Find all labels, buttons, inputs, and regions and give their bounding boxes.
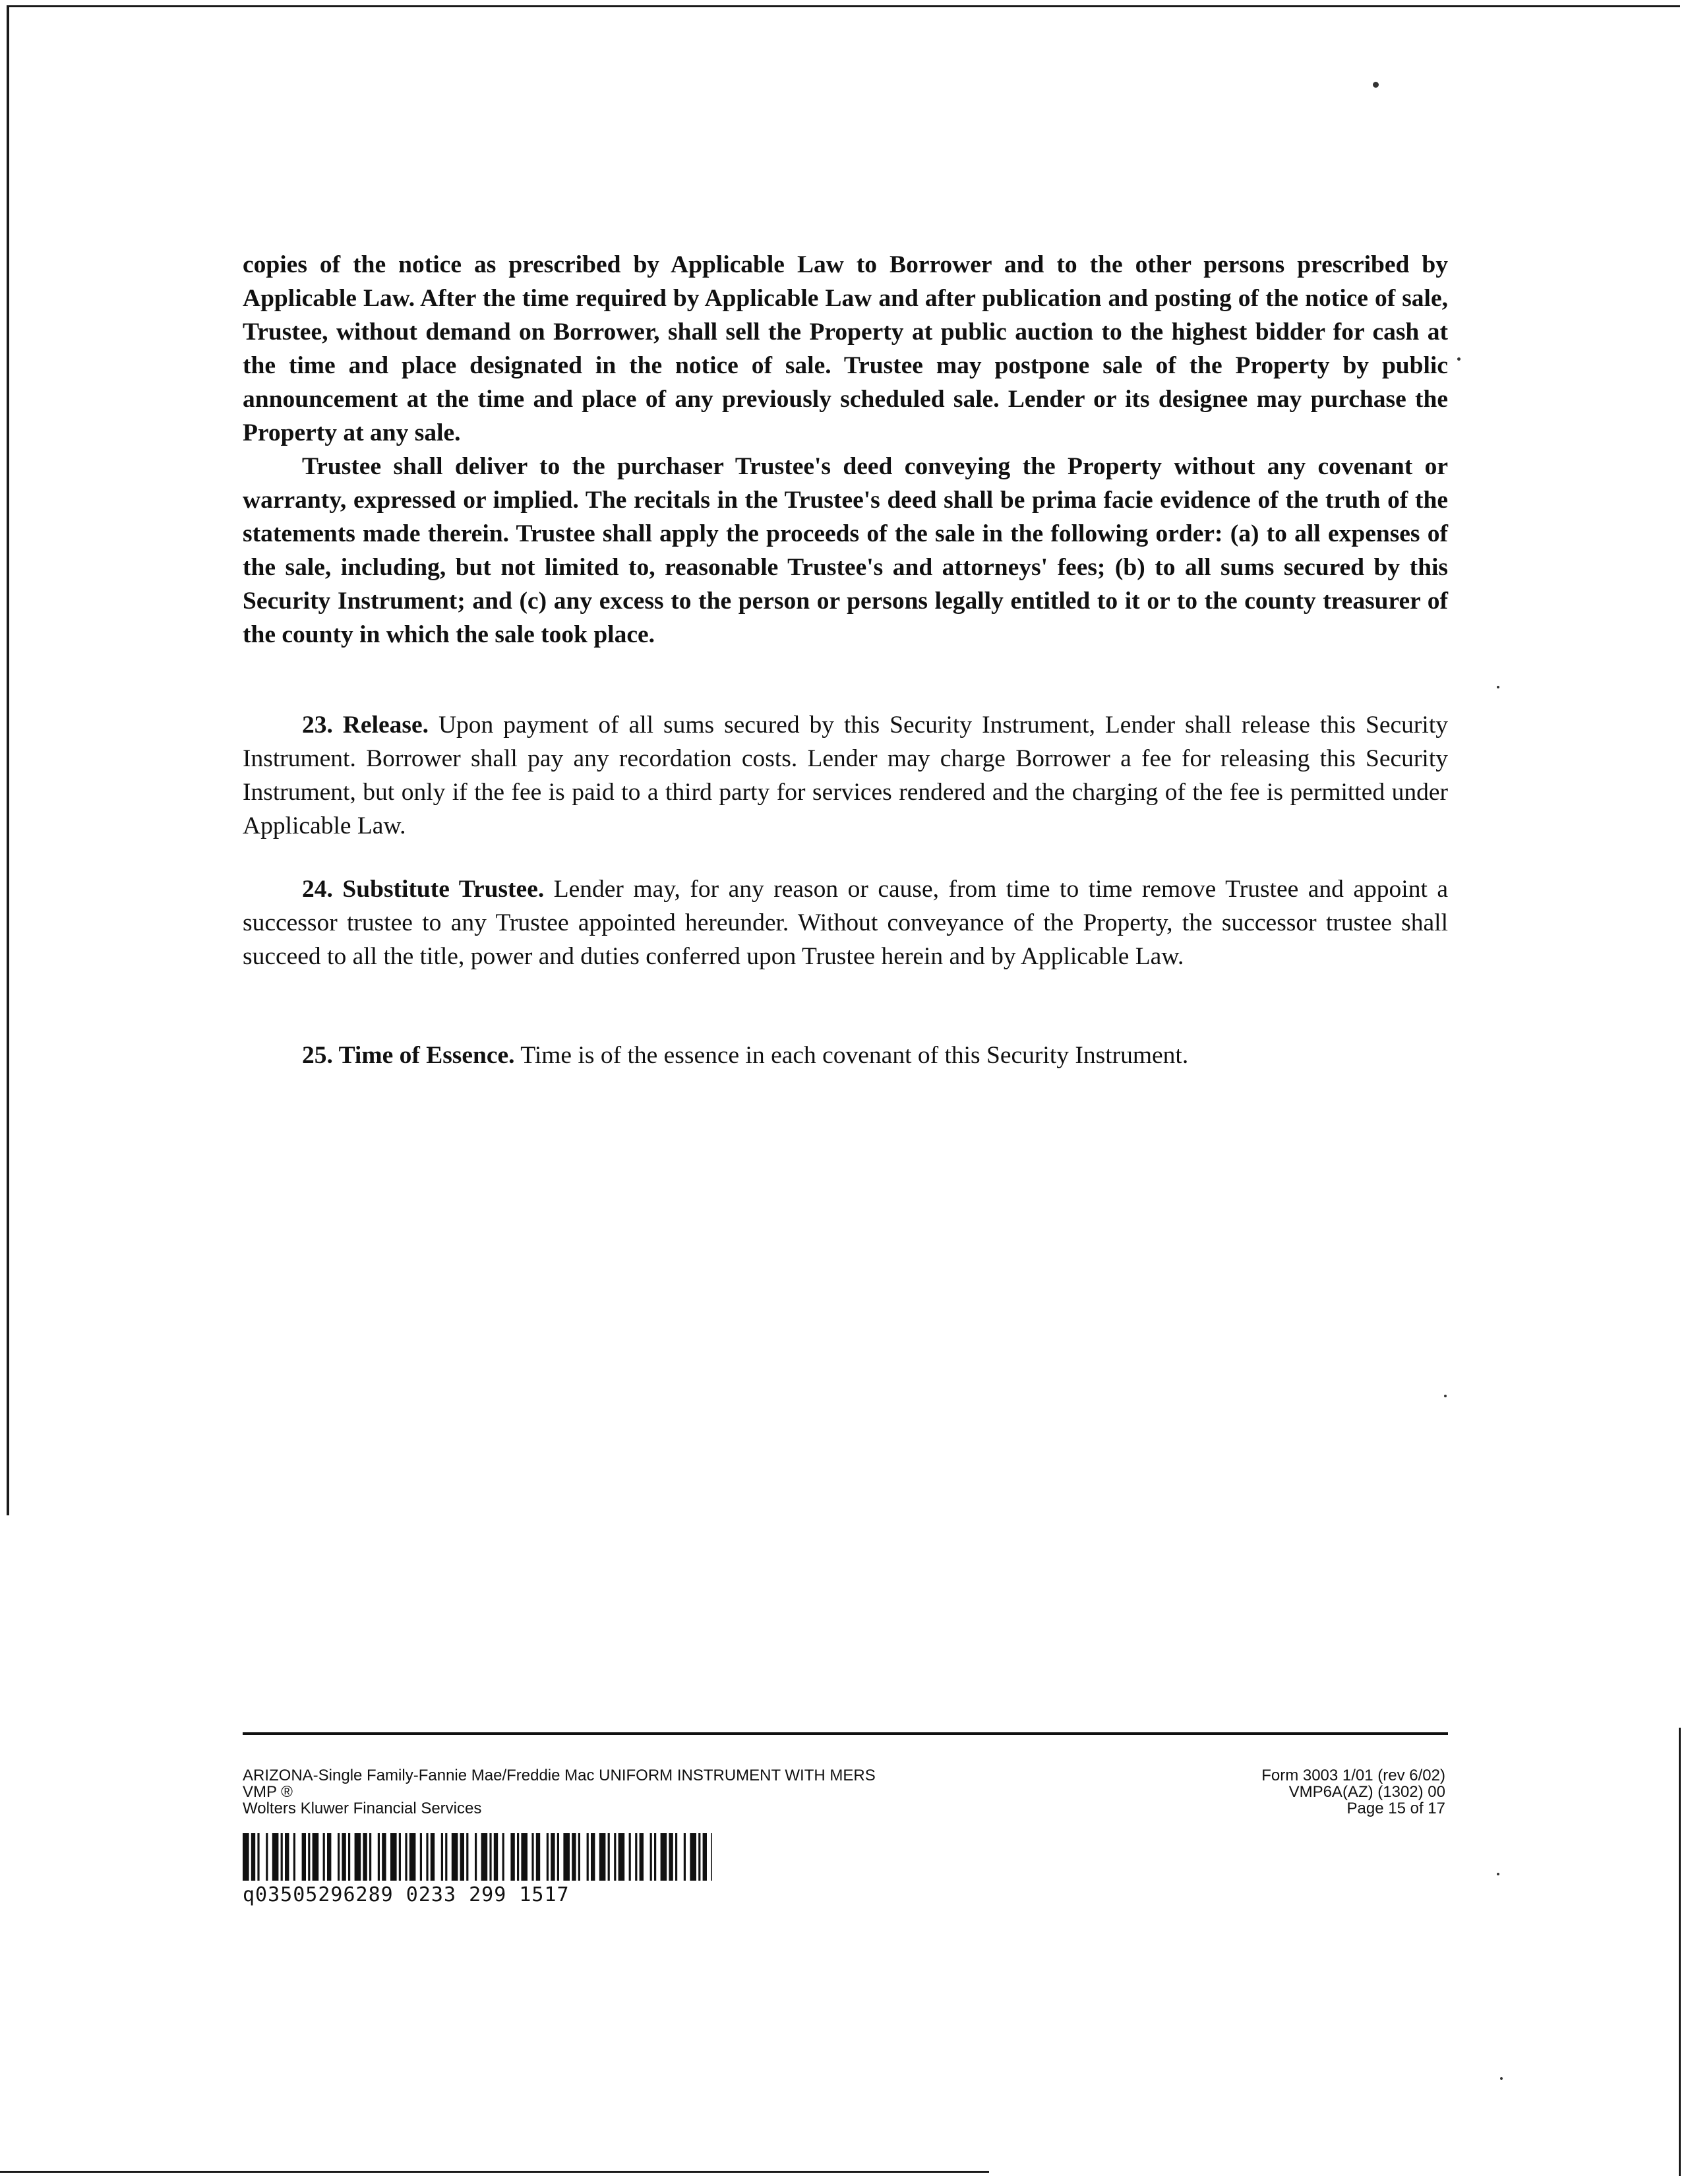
barcode-bar bbox=[587, 1833, 589, 1881]
section-24-substitute-trustee bbox=[243, 872, 1448, 973]
barcode-bar bbox=[494, 1833, 498, 1881]
vmp-mark: VMP ® bbox=[243, 1783, 293, 1801]
barcode-bar bbox=[378, 1833, 380, 1881]
barcode-bar bbox=[257, 1833, 259, 1881]
form-number: Form 3003 1/01 (rev 6/02) bbox=[1261, 1767, 1445, 1784]
section-heading: 23. Release. bbox=[302, 712, 429, 739]
barcode-bar bbox=[618, 1833, 625, 1881]
barcode-bar bbox=[640, 1833, 644, 1881]
barcode-bar bbox=[591, 1833, 595, 1881]
section-text: Time is of the essence in each covenant of this Security Instrument. bbox=[514, 1042, 1189, 1069]
barcode-bar bbox=[452, 1833, 458, 1881]
barcode-bar bbox=[405, 1833, 407, 1881]
barcode-bar bbox=[308, 1833, 310, 1881]
barcode-bar bbox=[536, 1833, 540, 1881]
barcode-bar bbox=[635, 1833, 637, 1881]
barcode-bar bbox=[669, 1833, 673, 1881]
section-25-time-of-essence bbox=[243, 1039, 1448, 1072]
footer-right bbox=[1050, 1767, 1445, 1817]
barcode-bar bbox=[578, 1833, 580, 1881]
barcode-bar bbox=[711, 1833, 712, 1881]
scan-speck bbox=[1444, 1395, 1447, 1397]
section-text: Lender may, for any reason or cause, from time to time remove Trustee and appoint a successor trustee to any Trustee appointed hereunder. Without conveyance of the Property, the successor trustee shall succeed to all the title, power and duties conferred upon Trustee herein and by Applicable Law. bbox=[243, 876, 1449, 970]
barcode-bar bbox=[369, 1833, 371, 1881]
barcode-bar bbox=[445, 1833, 447, 1881]
form-title: ARIZONA-Single Family-Fannie Mae/Freddie Mac UNIFORM INSTRUMENT WITH MERS bbox=[243, 1767, 876, 1784]
barcode-bar bbox=[460, 1833, 464, 1881]
scan-speck bbox=[1497, 1873, 1499, 1875]
barcode bbox=[243, 1833, 712, 1881]
barcode-bar bbox=[409, 1833, 416, 1881]
barcode-bar bbox=[531, 1833, 533, 1881]
barcode-bar bbox=[684, 1833, 686, 1881]
trustee-deed-paragraph: Trustee shall deliver to the purchaser Trustee's deed conveying the Property without any covenant or warranty, expressed or implied. The recitals in the Trustee's deed shall be prima facie evidence of the truth of the statements made therein. Trustee shall apply the proceeds of the sale in the following order: (a) to all expenses of the sale, including, but not limited to, reasonable Trustee's and attorneys' fees; (b) to all sums secured by this Security Instrument; and (c) any excess to the person or persons legally entitled to it or to the county treasurer of the county in which the sale took place. bbox=[243, 453, 1448, 648]
scan-edge-top bbox=[7, 5, 1680, 7]
scan-edge-left bbox=[7, 5, 9, 1515]
barcode-bar bbox=[302, 1833, 306, 1881]
publisher: Wolters Kluwer Financial Services bbox=[243, 1800, 482, 1817]
barcode-bar bbox=[382, 1833, 386, 1881]
form-code: VMP6A(AZ) (1302) 00 bbox=[1288, 1783, 1445, 1801]
barcode-bar bbox=[363, 1833, 367, 1881]
barcode-bar bbox=[431, 1833, 435, 1881]
barcode-bar bbox=[572, 1833, 576, 1881]
section-text: Upon payment of all sums secured by this Security Instrument, Lender shall release this Security Instrument. Borrower shall pay any recordation costs. Lender may charge Borrower a fee for releasing this Security Instrument, but only if the fee is paid to a third party for services rendered and the charging of the fee is permitted under Applicable Law. bbox=[243, 712, 1448, 839]
barcode-bar bbox=[475, 1833, 477, 1881]
scan-edge-bottom bbox=[0, 2171, 989, 2173]
scan-speck bbox=[1497, 686, 1499, 688]
scan-speck bbox=[1500, 2077, 1503, 2080]
scan-speck bbox=[1373, 82, 1379, 88]
barcode-bar bbox=[272, 1833, 279, 1881]
barcode-bar bbox=[266, 1833, 268, 1881]
barcode-bar bbox=[599, 1833, 606, 1881]
barcode-bar bbox=[563, 1833, 570, 1881]
barcode-bar bbox=[654, 1833, 656, 1881]
barcode-bar bbox=[285, 1833, 289, 1881]
barcode-bar bbox=[281, 1833, 283, 1881]
barcode-bar bbox=[243, 1833, 249, 1881]
barcode-bar bbox=[420, 1833, 422, 1881]
barcode-bar bbox=[399, 1833, 401, 1881]
barcode-bar bbox=[661, 1833, 667, 1881]
barcode-bar bbox=[426, 1833, 428, 1881]
barcode-bar bbox=[313, 1833, 319, 1881]
section-23-release bbox=[243, 708, 1448, 843]
barcode-bar bbox=[650, 1833, 652, 1881]
scan-speck bbox=[1457, 357, 1461, 361]
barcode-bar bbox=[251, 1833, 255, 1881]
barcode-bar bbox=[629, 1833, 631, 1881]
page-number: Page 15 of 17 bbox=[1346, 1800, 1445, 1817]
barcode-bar bbox=[481, 1833, 488, 1881]
barcode-bar bbox=[390, 1833, 397, 1881]
barcode-bar bbox=[521, 1833, 528, 1881]
barcode-bar bbox=[608, 1833, 610, 1881]
scan-edge-right bbox=[1679, 1728, 1681, 2176]
barcode-bar bbox=[489, 1833, 491, 1881]
barcode-bar bbox=[551, 1833, 555, 1881]
section-heading: 25. Time of Essence. bbox=[302, 1042, 515, 1069]
barcode-bar bbox=[557, 1833, 559, 1881]
barcode-number: q03505296289 0233 299 1517 bbox=[243, 1883, 570, 1906]
barcode-bar bbox=[698, 1833, 700, 1881]
barcode-bar bbox=[338, 1833, 340, 1881]
footer-rule bbox=[243, 1732, 1448, 1735]
section-heading: 24. Substitute Trustee. bbox=[302, 876, 545, 903]
footer-left bbox=[243, 1767, 1034, 1817]
barcode-bar bbox=[547, 1833, 549, 1881]
barcode-bar bbox=[327, 1833, 331, 1881]
notice-of-sale-paragraph: copies of the notice as prescribed by Applicable Law to Borrower and to the other persons prescribed by Applicable Law. After the time required by Applicable Law and after publication and posting of the notice of sale, Trustee, without demand on Borrower, shall sell the Property at public auction to the highest bidder for cash at the time and place designated in the notice of sale. Trustee may postpone sale of the Property by public announcement at the time and place of any previously scheduled sale. Lender or its designee may purchase the Property at any sale. bbox=[243, 251, 1448, 446]
body-section-22-continuation bbox=[243, 248, 1448, 652]
barcode-bar bbox=[510, 1833, 514, 1881]
barcode-bar bbox=[614, 1833, 616, 1881]
barcode-bar bbox=[342, 1833, 346, 1881]
barcode-bar bbox=[441, 1833, 443, 1881]
barcode-bar bbox=[466, 1833, 468, 1881]
barcode-bar bbox=[348, 1833, 350, 1881]
barcode-bar bbox=[703, 1833, 707, 1881]
barcode-bar bbox=[502, 1833, 504, 1881]
barcode-bar bbox=[355, 1833, 361, 1881]
barcode-bar bbox=[690, 1833, 696, 1881]
barcode-bar bbox=[517, 1833, 519, 1881]
barcode-bar bbox=[323, 1833, 325, 1881]
barcode-bar bbox=[675, 1833, 677, 1881]
barcode-bar bbox=[293, 1833, 295, 1881]
